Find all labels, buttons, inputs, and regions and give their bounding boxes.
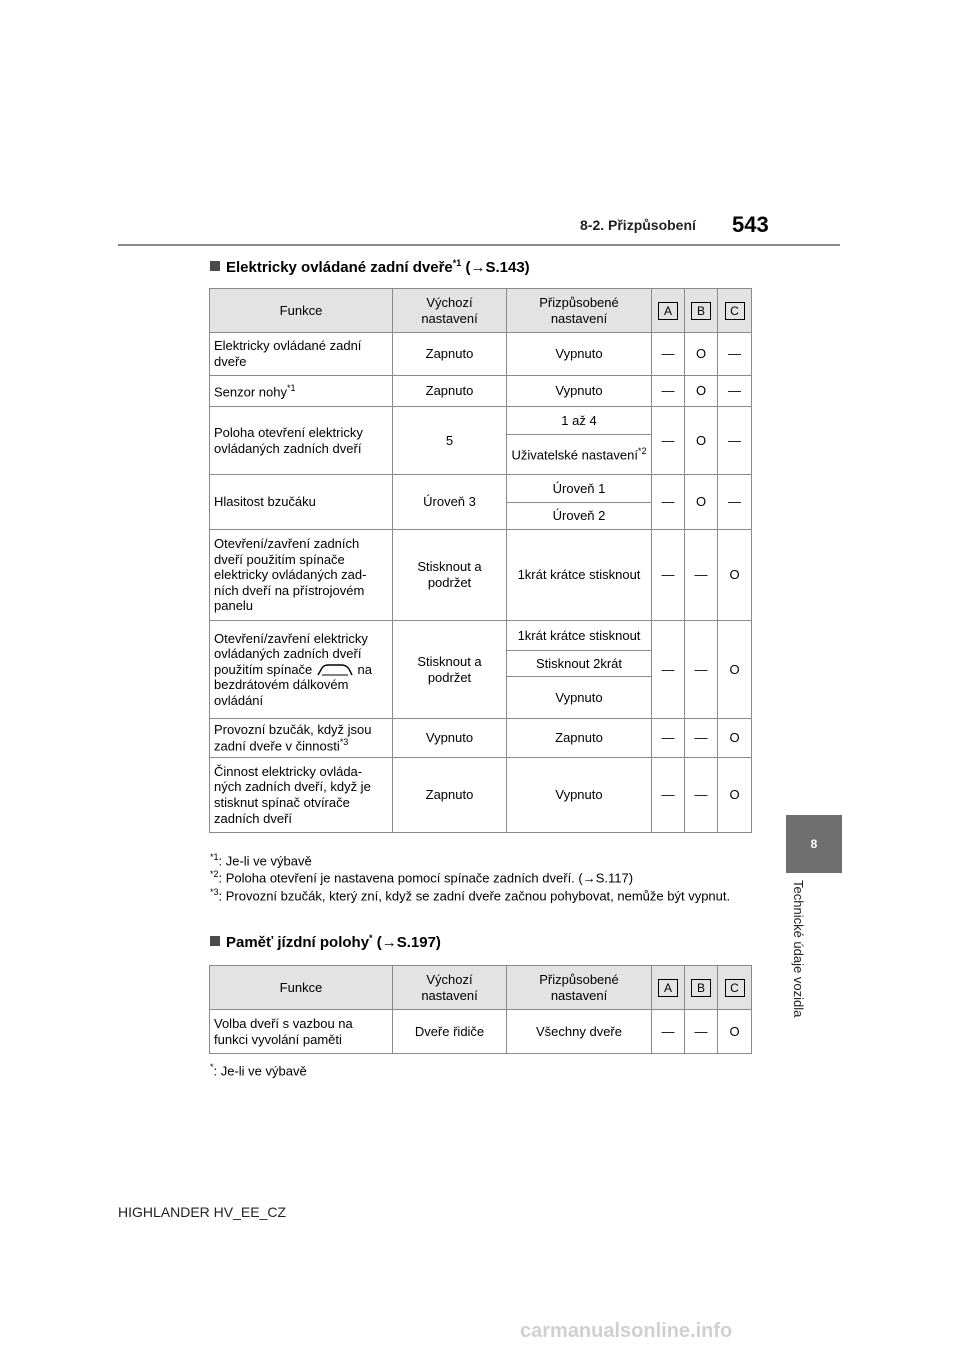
table-row: Uživatelské nastavení$^{*2}$: [210, 435, 752, 475]
bullet-square-icon: [210, 261, 220, 271]
table-row: Hlasitost bzučáku Úroveň 3 Úroveň 1 — O —: [210, 475, 752, 503]
section2-footnotes: [210, 1062, 750, 1079]
table-header-row: [210, 289, 752, 333]
col-header-default: Výchozí nastavení: [393, 966, 507, 1010]
chapter-number: 8: [810, 837, 818, 851]
col-header-c: C: [718, 966, 752, 1010]
col-header-c: C: [718, 289, 752, 333]
bullet-square-icon: [210, 936, 220, 946]
col-header-custom: Přizpůsobené nastavení: [507, 966, 652, 1010]
col-header-function: Funkce: [210, 966, 393, 1010]
col-header-default: Výchozí nastavení: [393, 289, 507, 333]
col-header-custom: Přizpůsobené nastavení: [507, 289, 652, 333]
footer-model-code: HIGHLANDER HV_EE_CZ: [118, 1204, 287, 1220]
section2-heading: Paměť jízdní polohy* (→S.197): [210, 933, 441, 951]
table-row: Stisknout 2krát: [210, 651, 752, 677]
power-tailgate-settings-table: [209, 288, 752, 833]
col-header-b: B: [685, 289, 718, 333]
col-header-b: B: [685, 966, 718, 1010]
chapter-title: Technické údaje vozidla: [791, 880, 806, 1018]
table-row: Poloha otevření elektricky ovládaných zadních dveří 5 1 až 4 — O —: [210, 407, 752, 435]
driving-position-memory-table: [209, 965, 752, 1054]
table-row: Otevření/zavření zadních dveří použitím spínače elektricky ovládaných zad-ních dveří na přístrojovém panelu Stisknout a podržet 1krát krátce stisknout — — O: [210, 530, 752, 621]
section1-heading: Elektricky ovládané zadní dveře$^{*1}$ (→S.143): [210, 258, 530, 276]
section1-footnotes: [210, 852, 750, 904]
table-row: Volba dveří s vazbou na funkci vyvolání paměti Dveře řidiče Všechny dveře — — O: [210, 1010, 752, 1054]
header-rule: [118, 244, 840, 246]
page-number: 543: [732, 212, 769, 237]
footnote: $^{*2}$: Poloha otevření je nastavena pomocí spínače zadních dveří. (→S.117): [210, 869, 634, 886]
table-row: Elektricky ovládané zadní dveře Zapnuto Vypnuto — O —: [210, 333, 752, 376]
table-row: Senzor nohy$^{*1}$ Zapnuto Vypnuto — O —: [210, 376, 752, 407]
table-row: Vypnuto: [210, 677, 752, 719]
footnote: $^{*3}$: Provozní bzučák, který zní, když se zadní dveře začnou pohybovat, nemůže být vypnut.: [210, 886, 731, 904]
table-header-row: [210, 966, 752, 1010]
col-header-a: A: [652, 289, 685, 333]
table-row: Otevření/zavření elektricky ovládaných zadních dveří použitím spínače na bezdrátovém dálkovém ovládání Stisknout a podržet 1krát krátce stisknout — — O: [210, 621, 752, 651]
car-rear-hatch-icon: [316, 663, 354, 677]
chapter-tab: [786, 815, 842, 873]
col-header-a: A: [652, 966, 685, 1010]
table-row: Úroveň 2: [210, 503, 752, 530]
header-section-title: 8-2. Přizpůsobení: [580, 217, 696, 233]
table-row: Činnost elektricky ovláda-ných zadních dveří, když je stisknut spínač otvírače zadních dveří Zapnuto Vypnuto — — O: [210, 758, 752, 833]
footnote: *: Je-li ve výbavě: [210, 1062, 307, 1079]
col-header-function: Funkce: [210, 289, 393, 333]
table-row: Provozní bzučák, když jsou zadní dveře v činnosti$^{*3}$ Vypnuto Zapnuto — — O: [210, 719, 752, 758]
footnote: $^{*1}$: Je-li ve výbavě: [210, 852, 312, 869]
watermark: carmanualsonline.info: [520, 1320, 733, 1342]
